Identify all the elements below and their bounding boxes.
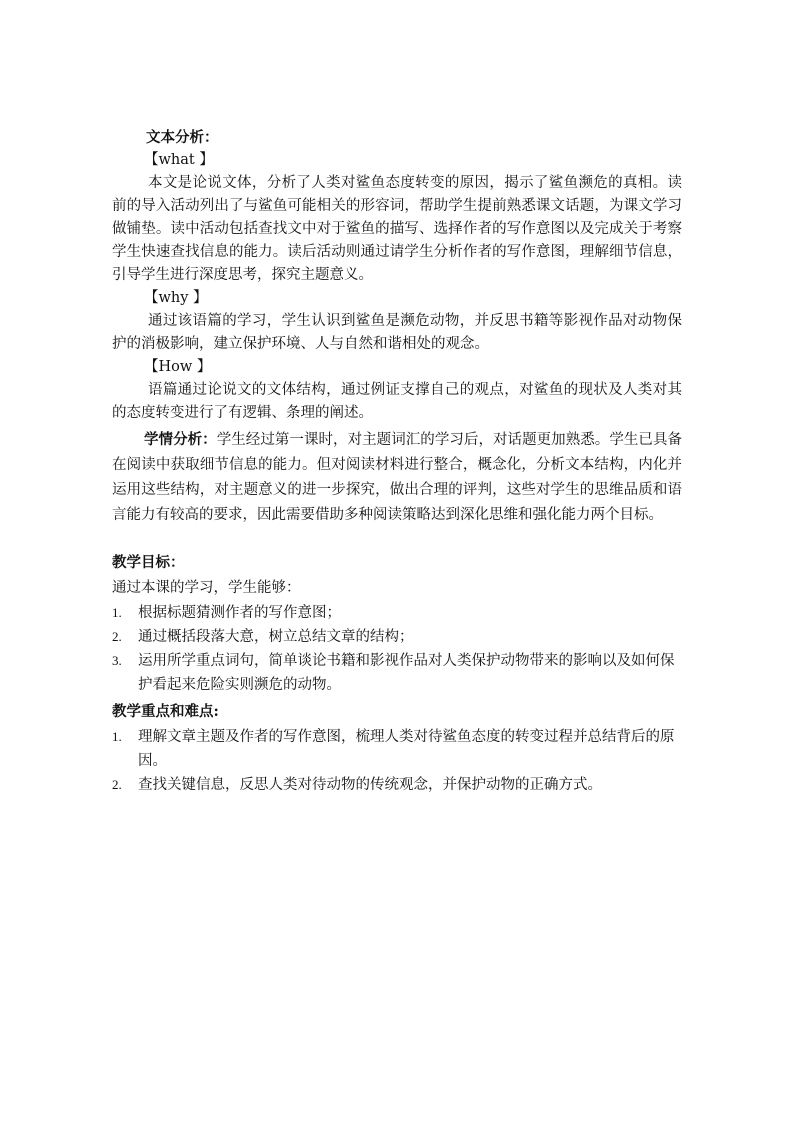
list-item <box>112 601 682 625</box>
text-analysis-heading: 文本分析： <box>146 129 219 146</box>
key-points-list <box>112 725 682 797</box>
list-number: 1. <box>112 729 122 744</box>
how-paragraph: 语篇通过论说文的文体结构，通过例证支撑自己的观点，对鲨鱼的现状及人类对其的态度转变进行了有逻辑、条理的阐述。 <box>112 382 682 421</box>
objectives-intro: 通过本课的学习，学生能够： <box>112 580 301 596</box>
list-text: 根据标题猜测作者的写作意图； <box>138 605 341 621</box>
list-number: 3. <box>112 653 122 668</box>
list-item <box>112 625 682 649</box>
learner-analysis-text: 学生经过第一课时，对主题词汇的学习后，对话题更加熟悉。学生已具备在阅读中获取细节信息的能力。但对阅读材料进行整合，概念化，分析文本结构，内化并运用这些结构，对主题意义的进一步探究，做出合理的评判，这些对学生的思维品质和语言能力有较高的要求，因此需要借助多种阅读策略达到深化思维和强化能力两个目标。 <box>112 432 683 523</box>
learner-analysis-paragraph <box>112 427 682 528</box>
list-text: 理解文章主题及作者的写作意图，梳理人类对待鲨鱼态度的转变过程并总结背后的原因。 <box>138 729 675 769</box>
list-number: 1. <box>112 605 122 620</box>
objectives-list <box>112 601 682 697</box>
why-label: 【why 】 <box>144 290 208 306</box>
list-text: 查找关键信息，反思人类对待动物的传统观念，并保护动物的正确方式。 <box>138 777 602 793</box>
objectives-heading: 教学目标： <box>112 554 185 571</box>
key-points-heading: 教学重点和难点: <box>112 703 219 720</box>
list-item <box>112 725 682 773</box>
why-paragraph: 通过该语篇的学习，学生认识到鲨鱼是濒危动物，并反思书籍等影视作品对动物保护的消极影响，建立保护环境、人与自然和谐相处的观念。 <box>112 313 682 352</box>
list-item <box>112 649 682 697</box>
learner-analysis-heading: 学情分析： <box>144 431 217 448</box>
how-label: 【How 】 <box>144 359 212 375</box>
section-gap <box>112 528 682 550</box>
list-number: 2. <box>112 629 122 644</box>
what-label: 【what 】 <box>144 152 214 168</box>
document-page <box>112 126 682 797</box>
list-text: 运用所学重点词句，简单谈论书籍和影视作品对人类保护动物带来的影响以及如何保护看起来危险实则濒危的动物。 <box>138 653 675 693</box>
list-number: 2. <box>112 777 122 792</box>
list-item <box>112 773 682 797</box>
what-paragraph: 本文是论说文体，分析了人类对鲨鱼态度转变的原因，揭示了鲨鱼濒危的真相。读前的导入活动列出了与鲨鱼可能相关的形容词，帮助学生提前熟悉课文话题，为课文学习做铺垫。读中活动包括查找文中对于鲨鱼的描写、选择作者的写作意图以及完成关于考察学生快速查找信息的能力。读后活动则通过请学生分析作者的写作意图，理解细节信息，引导学生进行深度思考，探究主题意义。 <box>112 175 682 283</box>
list-text: 通过概括段落大意，树立总结文章的结构； <box>138 629 414 645</box>
